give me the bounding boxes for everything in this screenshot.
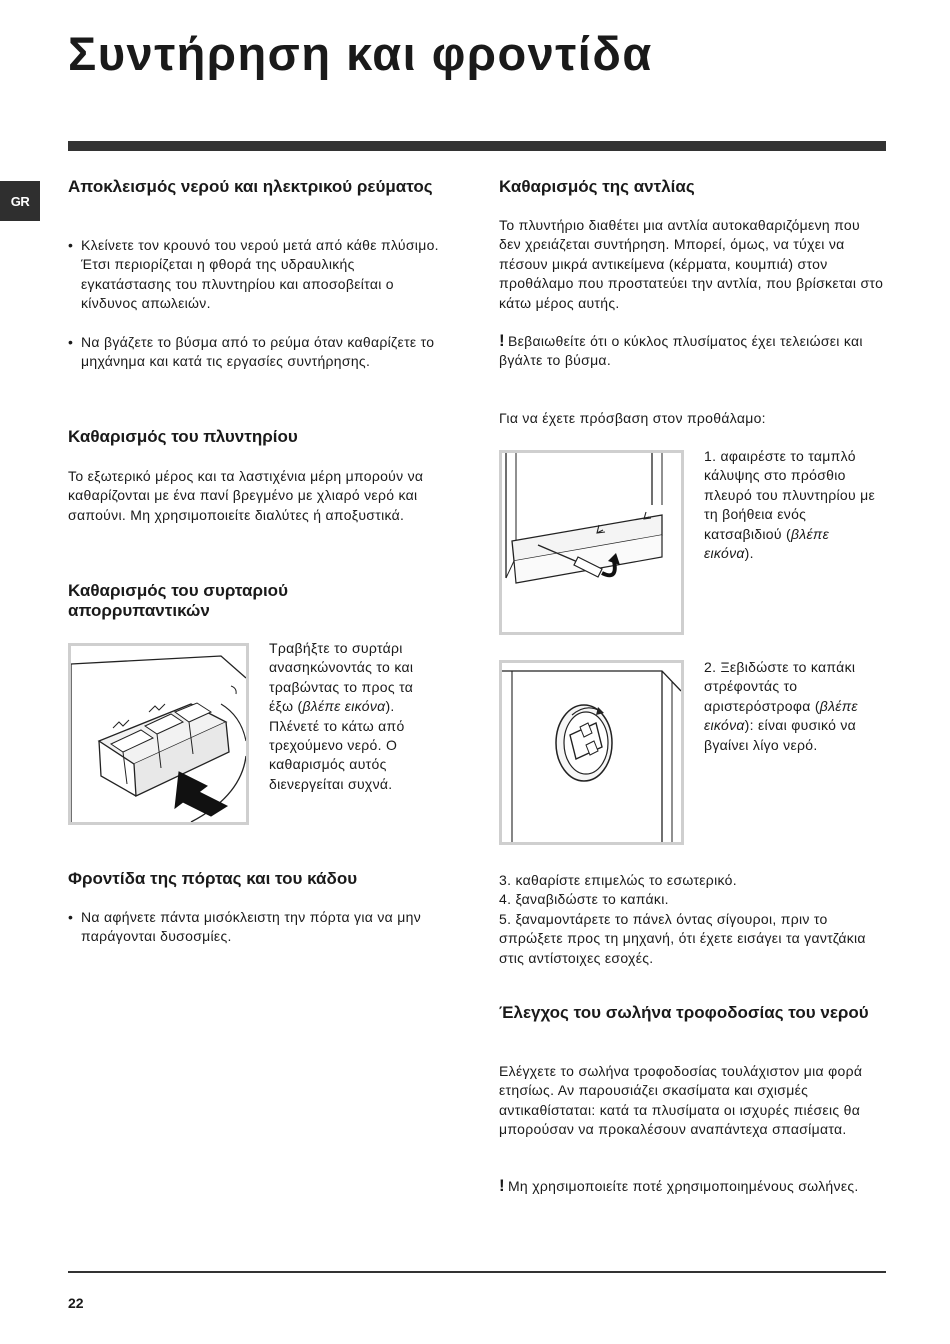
hose-check-text: Ελέγχετε το σωλήνα τροφοδοσίας τουλάχιστον μια φορά ετησίως. Αν παρουσιάζει σκασίματα και σχισμές αντικαθίσταται: κατά τα πλυσίματα οι ισχυρές πιέσεις θα μπορούσαν να προκαλέσουν αναπάντεχα σπασίματα. <box>499 1063 863 1138</box>
machine-cleaning-text: Το εξωτερικό μέρος και τα λαστιχένια μέρη μπορούν να καθαρίζονται με ένα πανί βρεγμένο με χλιαρό νερό και σαπούνι. Μη χρησιμοποιείτε διαλύτες ή αποξυστικά. <box>68 468 424 523</box>
drawer-text-after: ). Πλένετέ το κάτω από τρεχούμενο νερό. Ο καθαρισμός αυτός διενεργείται συχνά. <box>269 698 405 792</box>
footer-rule <box>68 1271 886 1273</box>
remaining-steps <box>499 871 884 968</box>
door-drum-bullet-1: • Να αφήνετε πάντα μισόκλειστη την πόρτα για να μην παράγονται δυσοσμίες. <box>68 908 448 947</box>
hose-warning <box>499 1176 884 1196</box>
step1-text-block: 1. αφαιρέστε το ταμπλό κάλυψης στο πρόσθιο πλευρό του πλυντηρίου με τη βοήθεια ενός κατσαβιδιού (βλέπε εικόνα). <box>704 448 876 562</box>
water-power-bullet-2: • Να βγάζετε το βύσμα από το ρεύμα όταν καθαρίζετε το μηχάνημα και κατά τις εργασίες συντήρησης. <box>68 333 448 372</box>
step1-text: 1. αφαιρέστε το ταμπλό κάλυψης στο πρόσθιο πλευρό του πλυντηρίου με τη βοήθεια ενός κατσαβιδιού <box>704 448 876 542</box>
detergent-drawer-figure <box>68 643 249 825</box>
page-number: 22 <box>68 1295 84 1311</box>
warning-icon: ! <box>499 331 505 350</box>
drawer-text-before: Τραβήξτε το συρτάρι ανασηκώνοντάς το και τραβώντας το προς τα έξω ( <box>269 640 414 715</box>
hose-warning-text: Μη χρησιμοποιείτε ποτέ χρησιμοποιημένους σωλήνες. <box>507 1178 859 1194</box>
pump-cleaning-heading: Καθαρισμός της αντλίας <box>499 177 695 196</box>
step2-text: 2. Ξεβιδώστε το καπάκι στρέφοντάς το αριστερόστροφα <box>704 659 856 714</box>
pump-cleaning-text: Το πλυντήριο διαθέτει μια αντλία αυτοκαθαριζόμενη που δεν χρειάζεται συντήρηση. Μπορεί, όμως, να τύχει να πέσουν μικρά αντικείμενα (κέρματα, κουμπιά) στον προθάλαμο που προστατεύει την αντλία, που βρίσκεται στο κάτω μέρος αυτής. <box>499 217 884 311</box>
door-drum-section <box>68 908 448 947</box>
machine-cleaning-heading: Καθαρισμός του πλυντηρίου <box>68 427 298 446</box>
drawer-cleaning-text <box>269 639 441 794</box>
step3-text: 3. καθαρίστε επιμελώς το εσωτερικό. <box>499 872 737 888</box>
drawer-see-figure: βλέπε εικόνα <box>302 698 386 715</box>
water-power-section <box>68 236 448 371</box>
pump-cap-figure <box>499 660 684 845</box>
water-power-heading: Αποκλεισμός νερού και ηλεκτρικού ρεύματος <box>68 177 433 196</box>
step2-after: είναι φυσικό να βγαίνει λίγο νερό. <box>704 717 857 753</box>
access-intro: Για να έχετε πρόσβαση στον προθάλαμο: <box>499 410 766 426</box>
door-drum-heading: Φροντίδα της πόρτας και του κάδου <box>68 869 358 888</box>
language-tab: GR <box>0 181 40 221</box>
pump-warning <box>499 331 884 371</box>
page-title: Συντήρηση και φροντίδα <box>68 27 653 80</box>
drawer-cleaning-heading: Καθαρισμός του συρταριού απορρυπαντικών <box>68 581 288 620</box>
step4-text: 4. ξαναβιδώστε το καπάκι. <box>499 891 669 908</box>
step5-text: 5. ξαναμοντάρετε το πάνελ όντας σίγουροι, πριν το σπρώξετε προς τη μηχανή, ότι έχετε εισάγει τα γαντζάκια στις αντίστοιχες εσοχές. <box>499 910 866 966</box>
pump-warning-text: Βεβαιωθείτε ότι ο κύκλος πλυσίματος έχει τελειώσει και βγάλτε το βύσμα. <box>499 333 863 369</box>
pump-cap-illustration <box>502 663 681 842</box>
panel-removal-illustration <box>502 453 681 632</box>
hose-check-heading: Έλεγχος του σωλήνα τροφοδοσίας του νερού <box>499 1003 869 1022</box>
header-rule <box>68 141 886 151</box>
step1-see-figure: βλέπε εικόνα <box>704 525 830 562</box>
detergent-drawer-illustration <box>71 646 246 822</box>
step2-see-figure: βλέπε εικόνα <box>704 697 858 734</box>
water-power-bullet-1: • Κλείνετε τον κρουνό του νερού μετά από κάθε πλύσιμο. Έτσι περιορίζεται η φθορά της υδραυλικής εγκατάστασης του πλυντηρίου και αποσοβείται ο κίνδυνος απωλειών. <box>68 236 448 314</box>
warning-icon: ! <box>499 1176 505 1195</box>
panel-removal-figure <box>499 450 684 635</box>
step2-text-block: 2. Ξεβιδώστε το καπάκι στρέφοντάς το αριστερόστροφα (βλέπε εικόνα): είναι φυσικό να βγαίνει λίγο νερό. <box>704 659 858 753</box>
